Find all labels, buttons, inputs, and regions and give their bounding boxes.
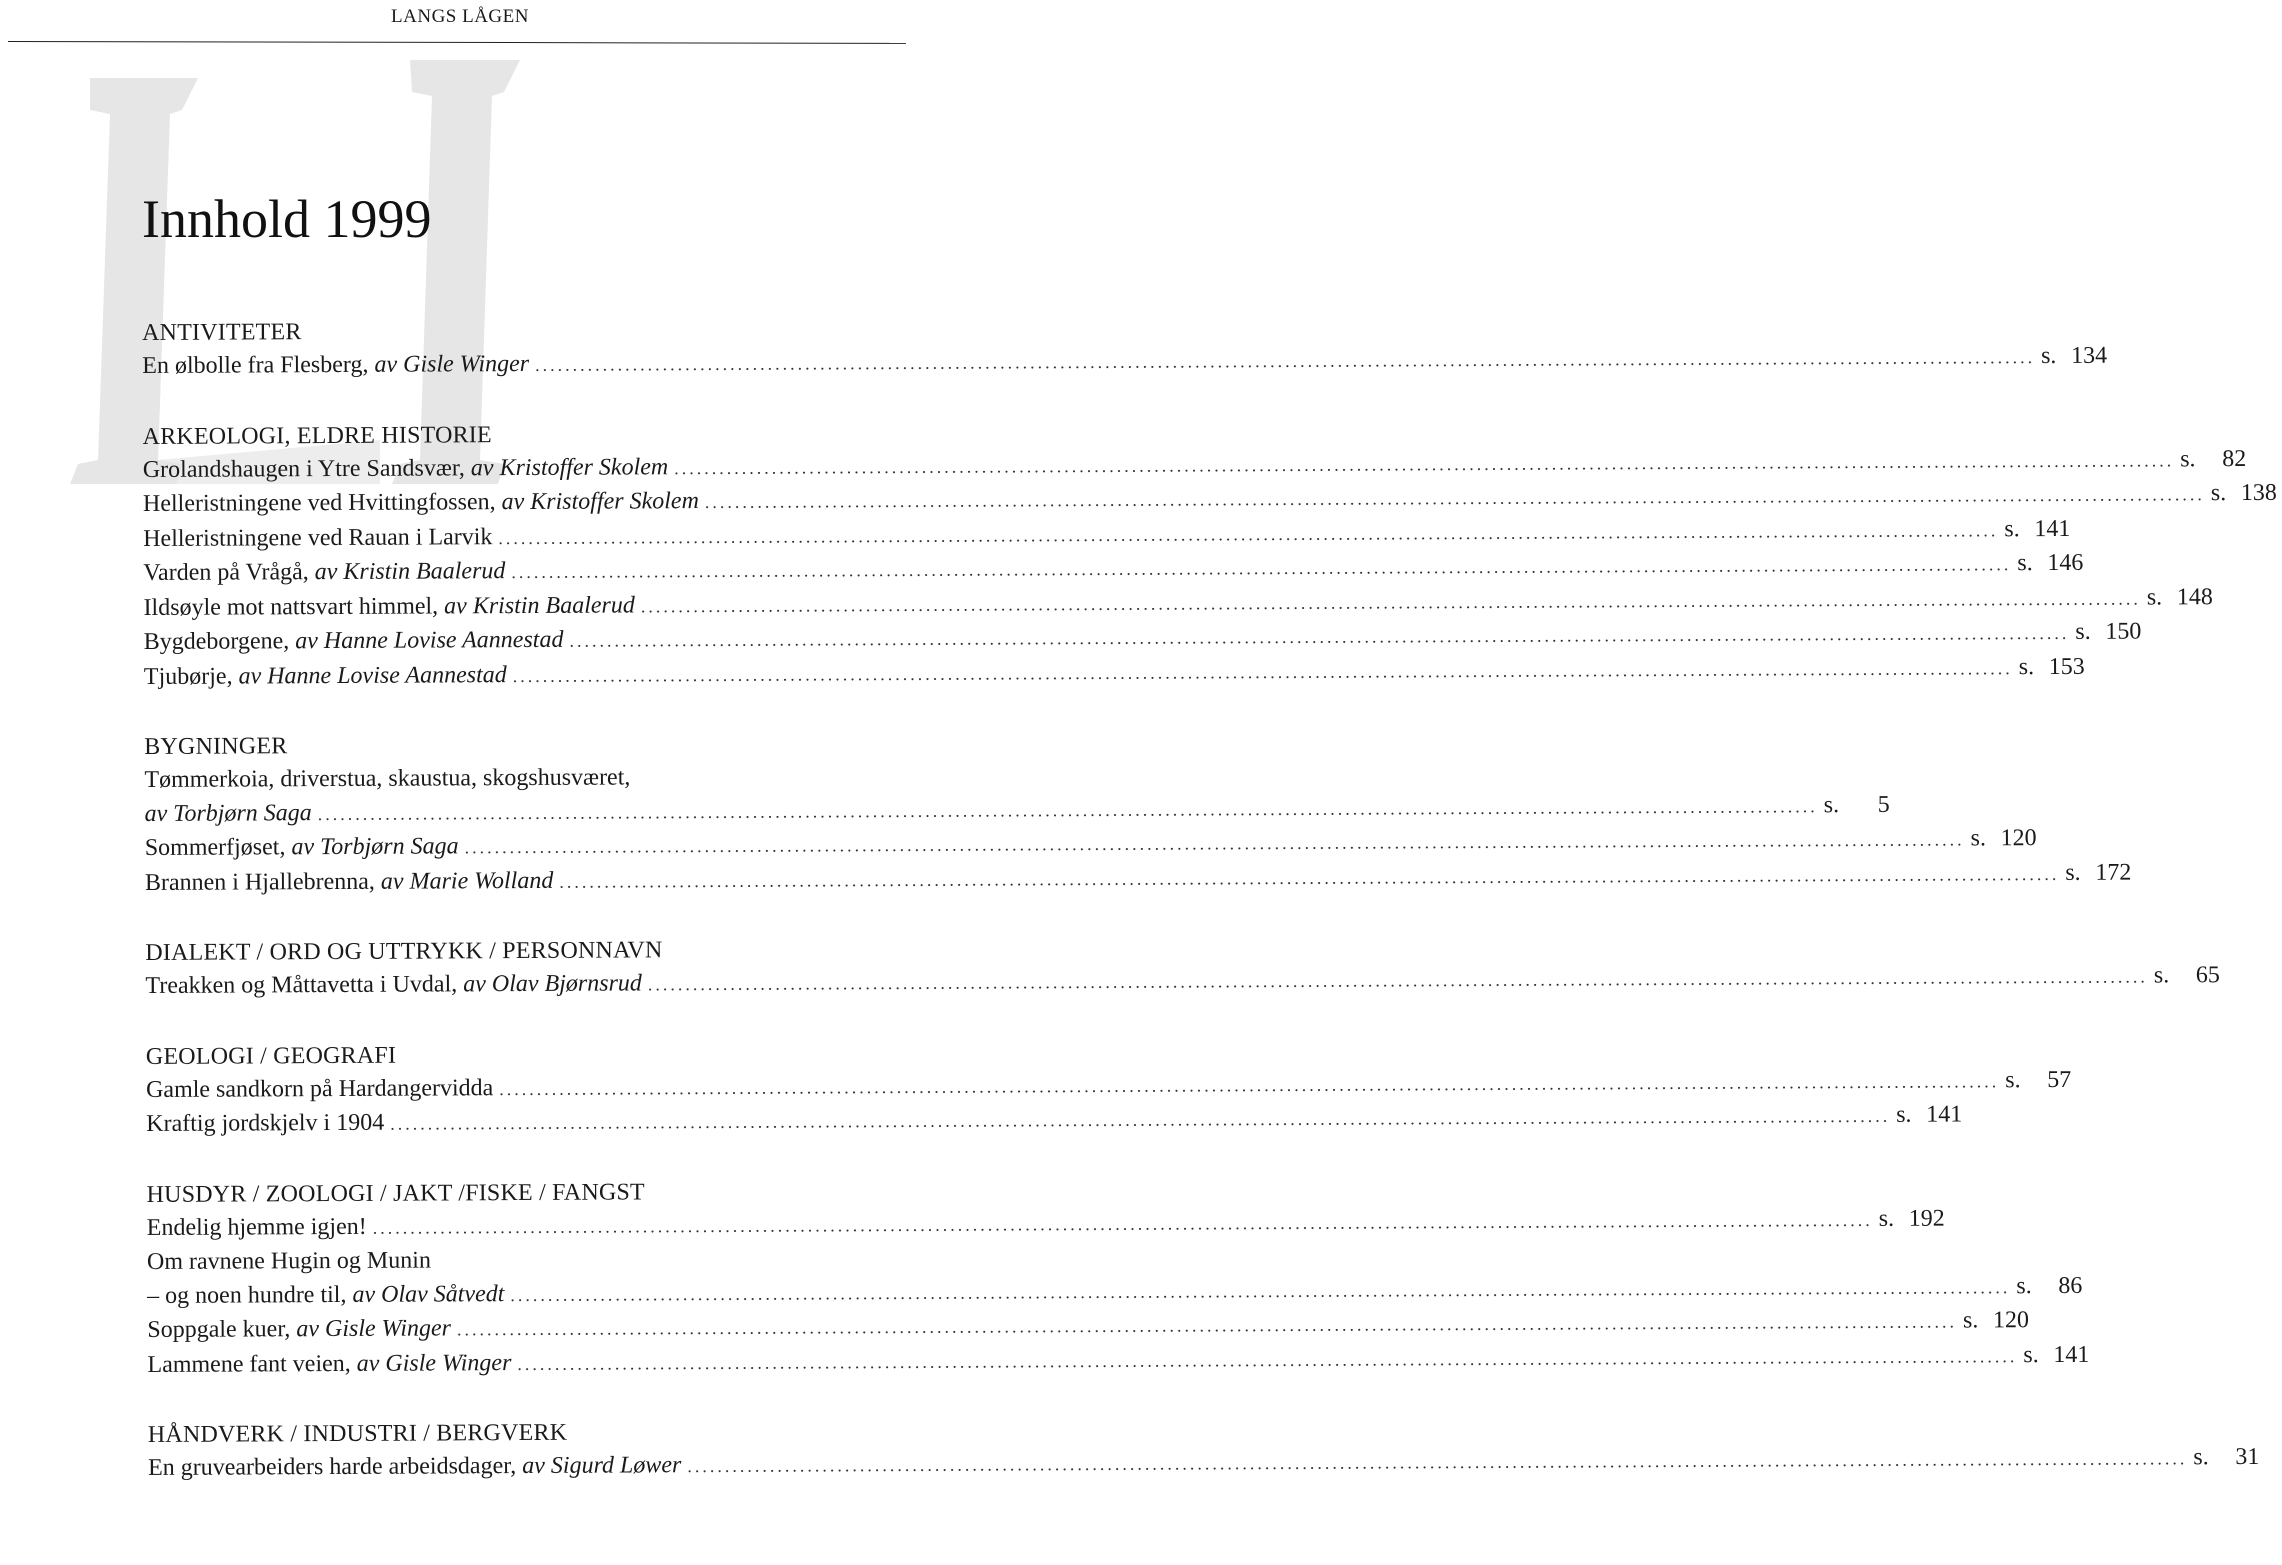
dot-leader: ........................................................................................................................................................................................................ [456, 1311, 1957, 1340]
page-reference [2005, 1063, 2071, 1097]
entry-title [143, 485, 699, 521]
section-heading: GEOLOGI / GEOGRAFI [145, 1042, 397, 1070]
page-number: 172 [2095, 859, 2132, 886]
dot-leader: ........................................................................................................................................................................................................ [317, 795, 1818, 824]
page-prefix: s. [1823, 791, 1840, 818]
page-number: 134 [2070, 342, 2108, 369]
page-prefix: s. [2016, 1272, 2032, 1299]
entry-title [148, 1449, 681, 1485]
dot-leader: ........................................................................................................................................................................................................ [569, 622, 2070, 651]
toc-entry[interactable] [143, 515, 2071, 557]
page-prefix: s. [2004, 515, 2020, 542]
entry-title-text: Tjubørje, [143, 662, 239, 690]
entry-title-text: En ølbolle fra Flesberg, [142, 351, 375, 379]
entry-title [144, 624, 564, 660]
dot-leader: ........................................................................................................................................................................................................ [674, 449, 2175, 478]
entry-title [145, 864, 554, 900]
entry-title-text: Brannen i Hjallebrenna, [144, 868, 381, 896]
entry-title [145, 830, 459, 865]
page-number: 57 [2047, 1066, 2072, 1093]
entry-title-text: Lammene fant veien, [147, 1350, 357, 1378]
page-prefix: s. [1896, 1101, 1912, 1128]
entry-author: av Olav Bjørnsrud [463, 970, 642, 998]
dot-leader: ........................................................................................................................................................................................................ [647, 966, 2148, 995]
page-reference [2004, 512, 2070, 546]
toc-section [145, 1035, 2072, 1142]
section-heading: HÅNDVERK / INDUSTRI / BERGVERK [147, 1419, 568, 1448]
entry-title [147, 1347, 511, 1382]
page-reference [2017, 547, 2083, 581]
toc-entry[interactable] [147, 1443, 2260, 1487]
entry-author: av Marie Wolland [380, 867, 554, 895]
entry-author: av Sigurd Løwer [522, 1452, 682, 1480]
entry-author: av Gisle Winger [296, 1315, 452, 1343]
dot-leader: ........................................................................................................................................................................................................ [517, 1345, 2018, 1374]
entry-author: av Hanne Lovise Aannestad [295, 626, 564, 655]
page-number: 86 [2058, 1272, 2083, 1299]
dot-leader: ........................................................................................................................................................................................................ [511, 554, 2012, 583]
toc-entry[interactable] [147, 1307, 2030, 1349]
page-reference [2154, 959, 2220, 993]
page-reference [2016, 1269, 2082, 1303]
entry-author: av Torbjørn Saga [291, 833, 459, 861]
dot-leader: ........................................................................................................................................................................................................ [464, 829, 1965, 858]
dot-leader: ........................................................................................................................................................................................................ [687, 1448, 2188, 1477]
toc-section [145, 932, 2220, 1005]
entry-title-text: Gamle sandkorn på Hardangervidda [145, 1074, 494, 1103]
toc-entry[interactable] [146, 1101, 1963, 1143]
page-prefix: s. [2018, 653, 2035, 680]
page-number: 31 [2235, 1443, 2260, 1471]
entry-title-line: Tømmerkoia, driverstua, skaustua, skogshusværet, [144, 764, 631, 793]
entry-title [145, 797, 312, 831]
entry-title-line: Om ravnene Hugin og Munin [146, 1247, 431, 1275]
entry-title-text: Grolandshaugen i Ytre Sandsvær, [142, 454, 471, 483]
section-heading: HUSDYR / ZOOLOGI / JAKT /FISKE / FANGST [146, 1178, 645, 1208]
dot-leader: ........................................................................................................................................................................................................ [535, 347, 2036, 375]
toc-section [146, 1173, 2090, 1383]
entry-title [146, 1107, 384, 1142]
page-prefix: s. [2040, 342, 2057, 370]
dot-leader: ........................................................................................................................................................................................................ [499, 1070, 2000, 1099]
table-of-contents [142, 312, 2277, 1522]
running-header: LANGS LÅGEN [391, 6, 529, 27]
section-heading: DIALEKT / ORD OG UTTRYKK / PERSONNAVN [145, 937, 663, 966]
entry-title [147, 1210, 367, 1245]
entry-title [145, 967, 642, 1003]
entry-title-text: Soppgale kuer, [147, 1316, 297, 1343]
page-number: 153 [2048, 653, 2085, 680]
dot-leader: ........................................................................................................................................................................................................ [510, 1276, 2011, 1305]
entry-title-text: Bygdeborgene, [143, 628, 296, 655]
entry-author: av Olav Såtvedt [352, 1280, 505, 1308]
page-number: 141 [2053, 1341, 2090, 1368]
page-prefix: s. [2017, 550, 2033, 577]
dot-leader: ........................................................................................................................................................................................................ [498, 519, 1999, 548]
page-number: 192 [1908, 1205, 1945, 1232]
entry-title-text: En gruvearbeiders harde arbeidsdager, [147, 1453, 523, 1481]
entry-title [146, 1072, 493, 1107]
page-prefix: s. [2146, 583, 2163, 611]
page-number: 150 [2105, 618, 2142, 645]
page-prefix: s. [2180, 445, 2196, 472]
toc-section [142, 415, 2277, 695]
page-prefix: s. [2210, 480, 2227, 507]
toc-entry[interactable] [144, 825, 2037, 867]
entry-title [147, 1278, 504, 1313]
page-prefix: s. [1970, 825, 1986, 852]
page-prefix: s. [2193, 1444, 2209, 1471]
entry-title [143, 589, 634, 625]
toc-entry[interactable] [143, 583, 2213, 626]
toc-section [142, 312, 2108, 385]
page-reference [2065, 856, 2131, 890]
page-reference [1879, 1202, 1945, 1236]
dot-leader: ........................................................................................................................................................................................................ [640, 588, 2141, 616]
entry-title-text: Treakken og Måttavetta i Uvdal, [145, 971, 464, 999]
page-reference [2075, 616, 2141, 650]
entry-title-text: Varden på Vrågå, [143, 559, 315, 586]
toc-entry[interactable] [142, 342, 2108, 385]
page-reference [2211, 477, 2277, 511]
page-reference [1970, 822, 2036, 856]
page-number: 141 [1926, 1101, 1963, 1128]
page-prefix: s. [1962, 1307, 1979, 1334]
toc-entry[interactable] [143, 549, 2084, 592]
page-number: 120 [1992, 1307, 2030, 1334]
entry-title [144, 659, 507, 694]
toc-section [147, 1414, 2260, 1487]
entry-title [142, 348, 529, 384]
page-reference [1963, 1304, 2029, 1338]
toc-entry[interactable] [147, 1272, 2083, 1314]
dot-leader: ........................................................................................................................................................................................................ [390, 1105, 1891, 1134]
toc-entry[interactable] [143, 653, 2085, 695]
toc-entry[interactable] [144, 859, 2132, 901]
page-reference [2147, 581, 2213, 615]
entry-author: av Gisle Winger [356, 1349, 512, 1377]
dot-leader: ........................................................................................................................................................................................................ [704, 484, 2205, 513]
entry-author: av Kristin Baalerud [314, 558, 506, 586]
toc-entry[interactable] [146, 1205, 1945, 1246]
page-title: Innhold 1999 [142, 189, 432, 249]
entry-title [143, 521, 492, 556]
page-prefix: s. [2005, 1066, 2021, 1093]
entry-author: av Torbjørn Saga [144, 799, 312, 827]
dot-leader: ........................................................................................................................................................................................................ [512, 657, 2013, 686]
page-reference [1896, 1098, 1962, 1132]
page-prefix: s. [2153, 962, 2170, 989]
page-prefix: s. [2023, 1341, 2039, 1368]
entry-title-text: Helleristningene ved Hvittingfossen, [142, 489, 502, 517]
entry-title-text: Helleristningene ved Rauan i Larvik [143, 523, 493, 552]
page-reference [2041, 340, 2107, 374]
toc-entry[interactable] [143, 618, 2142, 661]
page-number: 148 [2176, 583, 2213, 610]
entry-title [147, 1312, 451, 1347]
page-reference [2193, 1441, 2259, 1475]
page-number: 120 [2000, 825, 2037, 852]
dot-leader: ........................................................................................................................................................................................................ [559, 863, 2060, 892]
entry-title [143, 451, 669, 487]
dot-leader: ........................................................................................................................................................................................................ [372, 1209, 1873, 1238]
section-heading: ARKEOLOGI, ELDRE HISTORIE [142, 421, 492, 450]
page-reference [2023, 1338, 2089, 1372]
page-number: 65 [2195, 962, 2220, 989]
toc-section [144, 726, 2132, 901]
page-number: 141 [2034, 515, 2071, 542]
page-number: 146 [2047, 549, 2084, 577]
toc-entry[interactable] [142, 445, 2247, 488]
page-prefix: s. [1878, 1205, 1895, 1232]
page-number: 138 [2240, 479, 2277, 507]
page-reference [2019, 650, 2085, 684]
section-heading: BYGNINGER [144, 733, 288, 760]
entry-title-text: – og noen hundre til, [147, 1281, 353, 1309]
page-number: 5 [1877, 791, 1890, 818]
entry-author: av Gisle Winger [374, 350, 530, 378]
page-prefix: s. [2075, 618, 2091, 645]
entry-author: av Kristoffer Skolem [501, 488, 699, 516]
page-reference [2180, 442, 2246, 476]
entry-author: av Kristoffer Skolem [470, 453, 669, 481]
section-heading: ANTIVITETER [142, 319, 302, 346]
toc-entry[interactable] [145, 962, 2220, 1005]
page-prefix: s. [2065, 859, 2081, 886]
entry-title-text: Sommerfjøset, [144, 834, 292, 861]
toc-entry[interactable] [142, 479, 2277, 523]
entry-title-text: Ildsøyle mot nattsvart himmel, [143, 592, 445, 621]
page-reference [1824, 788, 1890, 822]
entry-author: av Kristin Baalerud [444, 591, 635, 619]
entry-title-text: Kraftig jordskjelv i 1904 [146, 1109, 385, 1137]
entry-author: av Hanne Lovise Aannestad [238, 661, 507, 689]
page-number: 82 [2222, 445, 2247, 472]
toc-entry[interactable] [144, 791, 1890, 832]
entry-title [143, 555, 505, 590]
toc-entry[interactable] [145, 1066, 2072, 1108]
toc-entry[interactable] [147, 1341, 2090, 1383]
entry-title-text: Endelig hjemme igjen! [146, 1213, 367, 1241]
